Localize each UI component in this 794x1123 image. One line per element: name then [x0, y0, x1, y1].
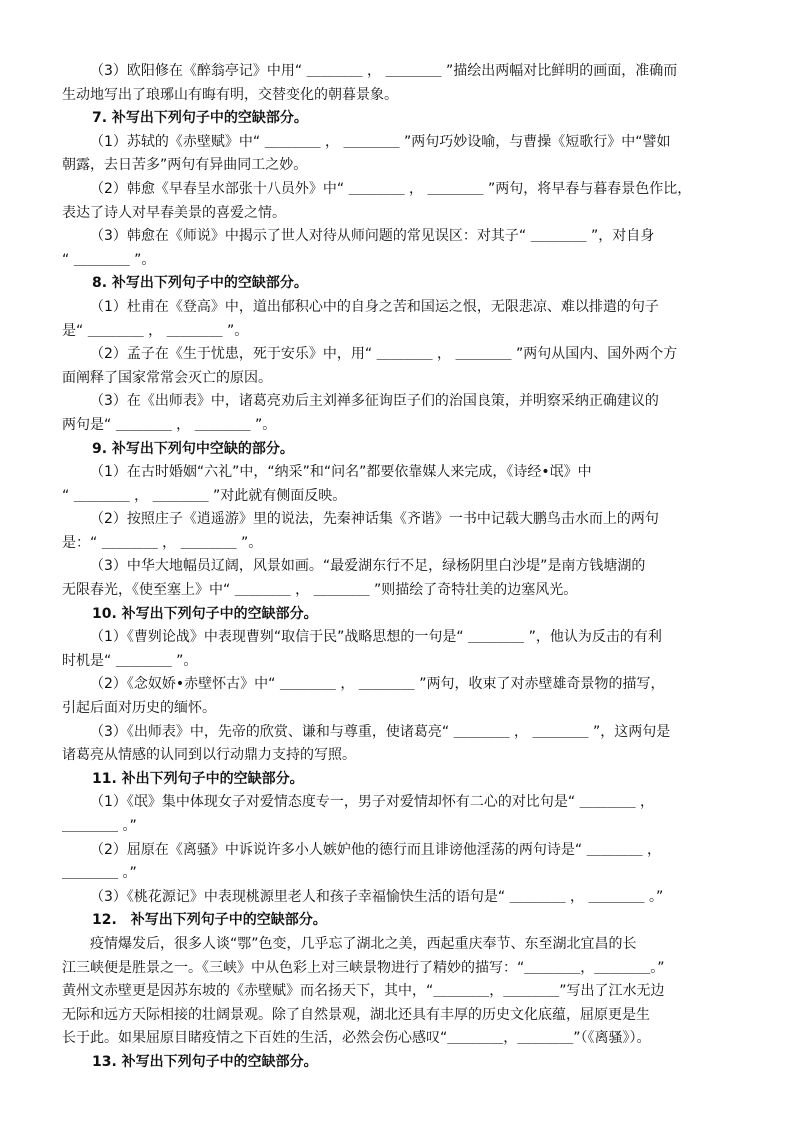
text-line: 疫情爆发后，很多人谈“鄂”色变，几乎忘了湖北之美，西起重庆奉节、东至湖北宜昌的长 — [90, 935, 637, 952]
text-line: （3）韩愈在《师说》中揭示了世人对待从师问题的常见误区：对其子“ ＿＿＿＿ ”，对自身 — [90, 228, 655, 245]
text-line: 无限春光，《使至塞上》中“ ＿＿＿＿ ， ＿＿＿＿ ”则描绘了奇特壮美的边塞风光。 — [62, 582, 578, 599]
section-heading: 11. 补出下列句子中的空缺部分。 — [92, 770, 304, 787]
section-heading: 12. 补写出下列句子中的空缺部分。 — [92, 912, 327, 929]
text-line: （2）孟子在《生于忧患，死于安乐》中，用“ ＿＿＿＿ ， ＿＿＿＿ ”两句从国内、国外两个方 — [90, 346, 678, 363]
text-line: “ ＿＿＿＿ ， ＿＿＿＿ ”对此就有侧面反映。 — [62, 487, 347, 504]
text-line: 诸葛亮从情感的认同到以行动鼎力支持的写照。 — [62, 747, 356, 764]
text-line: （2）屈原在《离骚》中诉说许多小人嫉妒他的德行而且诽谤他淫荡的两句诗是“ ＿＿＿＿ ， — [90, 841, 662, 858]
section-heading: 8. 补写出下列句子中的空缺部分。 — [92, 275, 308, 292]
text-line: （2）韩愈《早春呈水部张十八员外》中“ ＿＿＿＿ ， ＿＿＿＿ ”两句，将早春与暮春景色作比， — [90, 180, 692, 197]
text-line: 引起后面对历史的缅怀。 — [62, 700, 216, 717]
text-line: （2）《念奴娇•赤壁怀古》中“ ＿＿＿＿ ， ＿＿＿＿ ”两句，收束了对赤壁雄奇景物的描写， — [90, 676, 665, 693]
text-line: 长于此。如果屈原目睹疫情之下百姓的生活，必然会伤心感叹“＿＿＿＿，＿＿＿＿”（《离骚》）。 — [62, 1030, 651, 1047]
text-line: 无际和远方天际相接的壮阔景观。除了自然景观，湖北还具有丰厚的历史文化底蕴，屈原更是生 — [62, 1006, 650, 1023]
text-line: 时机是“ ＿＿＿＿ ”。 — [62, 652, 198, 669]
text-line: （1）《曹刿论战》中表现曹刿“取信于民”战略思想的一句是“ ＿＿＿＿ ”，他认为反击的有利 — [90, 629, 662, 646]
text-line: 是：“ ＿＿＿＿ ， ＿＿＿＿ ”。 — [62, 534, 263, 551]
text-line: （3）中华大地幅员辽阔，风景如画。“最爱湖东行不足，绿杨阴里白沙堤”是南方钱塘湖的 — [90, 558, 646, 575]
text-line: （3）欧阳修在《醉翁亭记》中用“ ＿＿＿＿ ， ＿＿＿＿ ”描绘出两幅对比鲜明的画面，准确而 — [90, 63, 678, 79]
text-line: 是“ ＿＿＿＿ ， ＿＿＿＿ ”。 — [62, 322, 249, 339]
text-line: 两句是“ ＿＿＿＿ ， ＿＿＿＿ ”。 — [62, 416, 277, 433]
text-line: （3）在《出师表》中，诸葛亮劝后主刘禅多征询臣子们的治国良策，并明察采纳正确建议的 — [90, 393, 659, 410]
text-line: （1）杜甫在《登高》中，道出郁积心中的自身之苦和国运之恨，无限悲凉、难以排遣的句子 — [90, 298, 659, 315]
section-heading: 13. 补写出下列句子中的空缺部分。 — [92, 1053, 318, 1070]
section-heading: 7. 补写出下列句子中的空缺部分。 — [92, 110, 308, 127]
text-line: （3）《出师表》中，先帝的欣赏、谦和与尊重，使诸葛亮“ ＿＿＿＿ ， ＿＿＿＿ ”，这两句是 — [90, 723, 671, 740]
text-line: 生动地写出了琅琊山有晦有明，交替变化的朝暮景象。 — [62, 86, 398, 103]
text-line: （1）苏轼的《赤壁赋》中“ ＿＿＿＿ ， ＿＿＿＿ ”两句巧妙设喻，与曹操《短歌行》中“譬如 — [90, 133, 671, 150]
text-line: “ ＿＿＿＿ ”。 — [62, 251, 156, 268]
text-line: 朝露，去日苦多”两句有异曲同工之妙。 — [62, 157, 308, 174]
text-line: （3）《桃花源记》中表现桃源里老人和孩子幸福愉快生活的语句是“ ＿＿＿＿ ， ＿＿＿＿ 。” — [90, 888, 664, 905]
text-line: 江三峡便是胜景之一。《三峡》中从色彩上对三峡景物进行了精妙的描写：“＿＿＿＿，＿＿＿＿。” — [62, 959, 665, 976]
text-line: 表达了诗人对早春美景的喜爱之情。 — [62, 204, 286, 221]
text-line: （1）在古时婚姻“六礼”中，“纳采”和“问名”都要依靠媒人来完成，《诗经•氓》中 — [90, 464, 592, 481]
section-heading: 9. 补写出下列句中空缺的部分。 — [92, 440, 294, 457]
section-heading: 10. 补写出下列句子中的空缺部分。 — [92, 605, 318, 622]
text-line: ＿＿＿＿ 。” — [62, 818, 137, 834]
text-line: 黄州文赤壁更是因苏东坡的《赤壁赋》而名扬天下，其中，“＿＿＿＿，＿＿＿＿”写出了江水无边 — [62, 983, 665, 1000]
text-line: （1）《氓》集中体现女子对爱情态度专一，男子对爱情却怀有二心的对比句是“ ＿＿＿＿ ， — [90, 794, 655, 811]
text-line: 面阐释了国家常常会灭亡的原因。 — [62, 369, 272, 386]
text-line: ＿＿＿＿ 。” — [62, 865, 137, 882]
text-line: （2）按照庄子《逍遥游》里的说法，先秦神话集《齐谐》一书中记载大鹏鸟击水而上的两句 — [90, 511, 659, 528]
